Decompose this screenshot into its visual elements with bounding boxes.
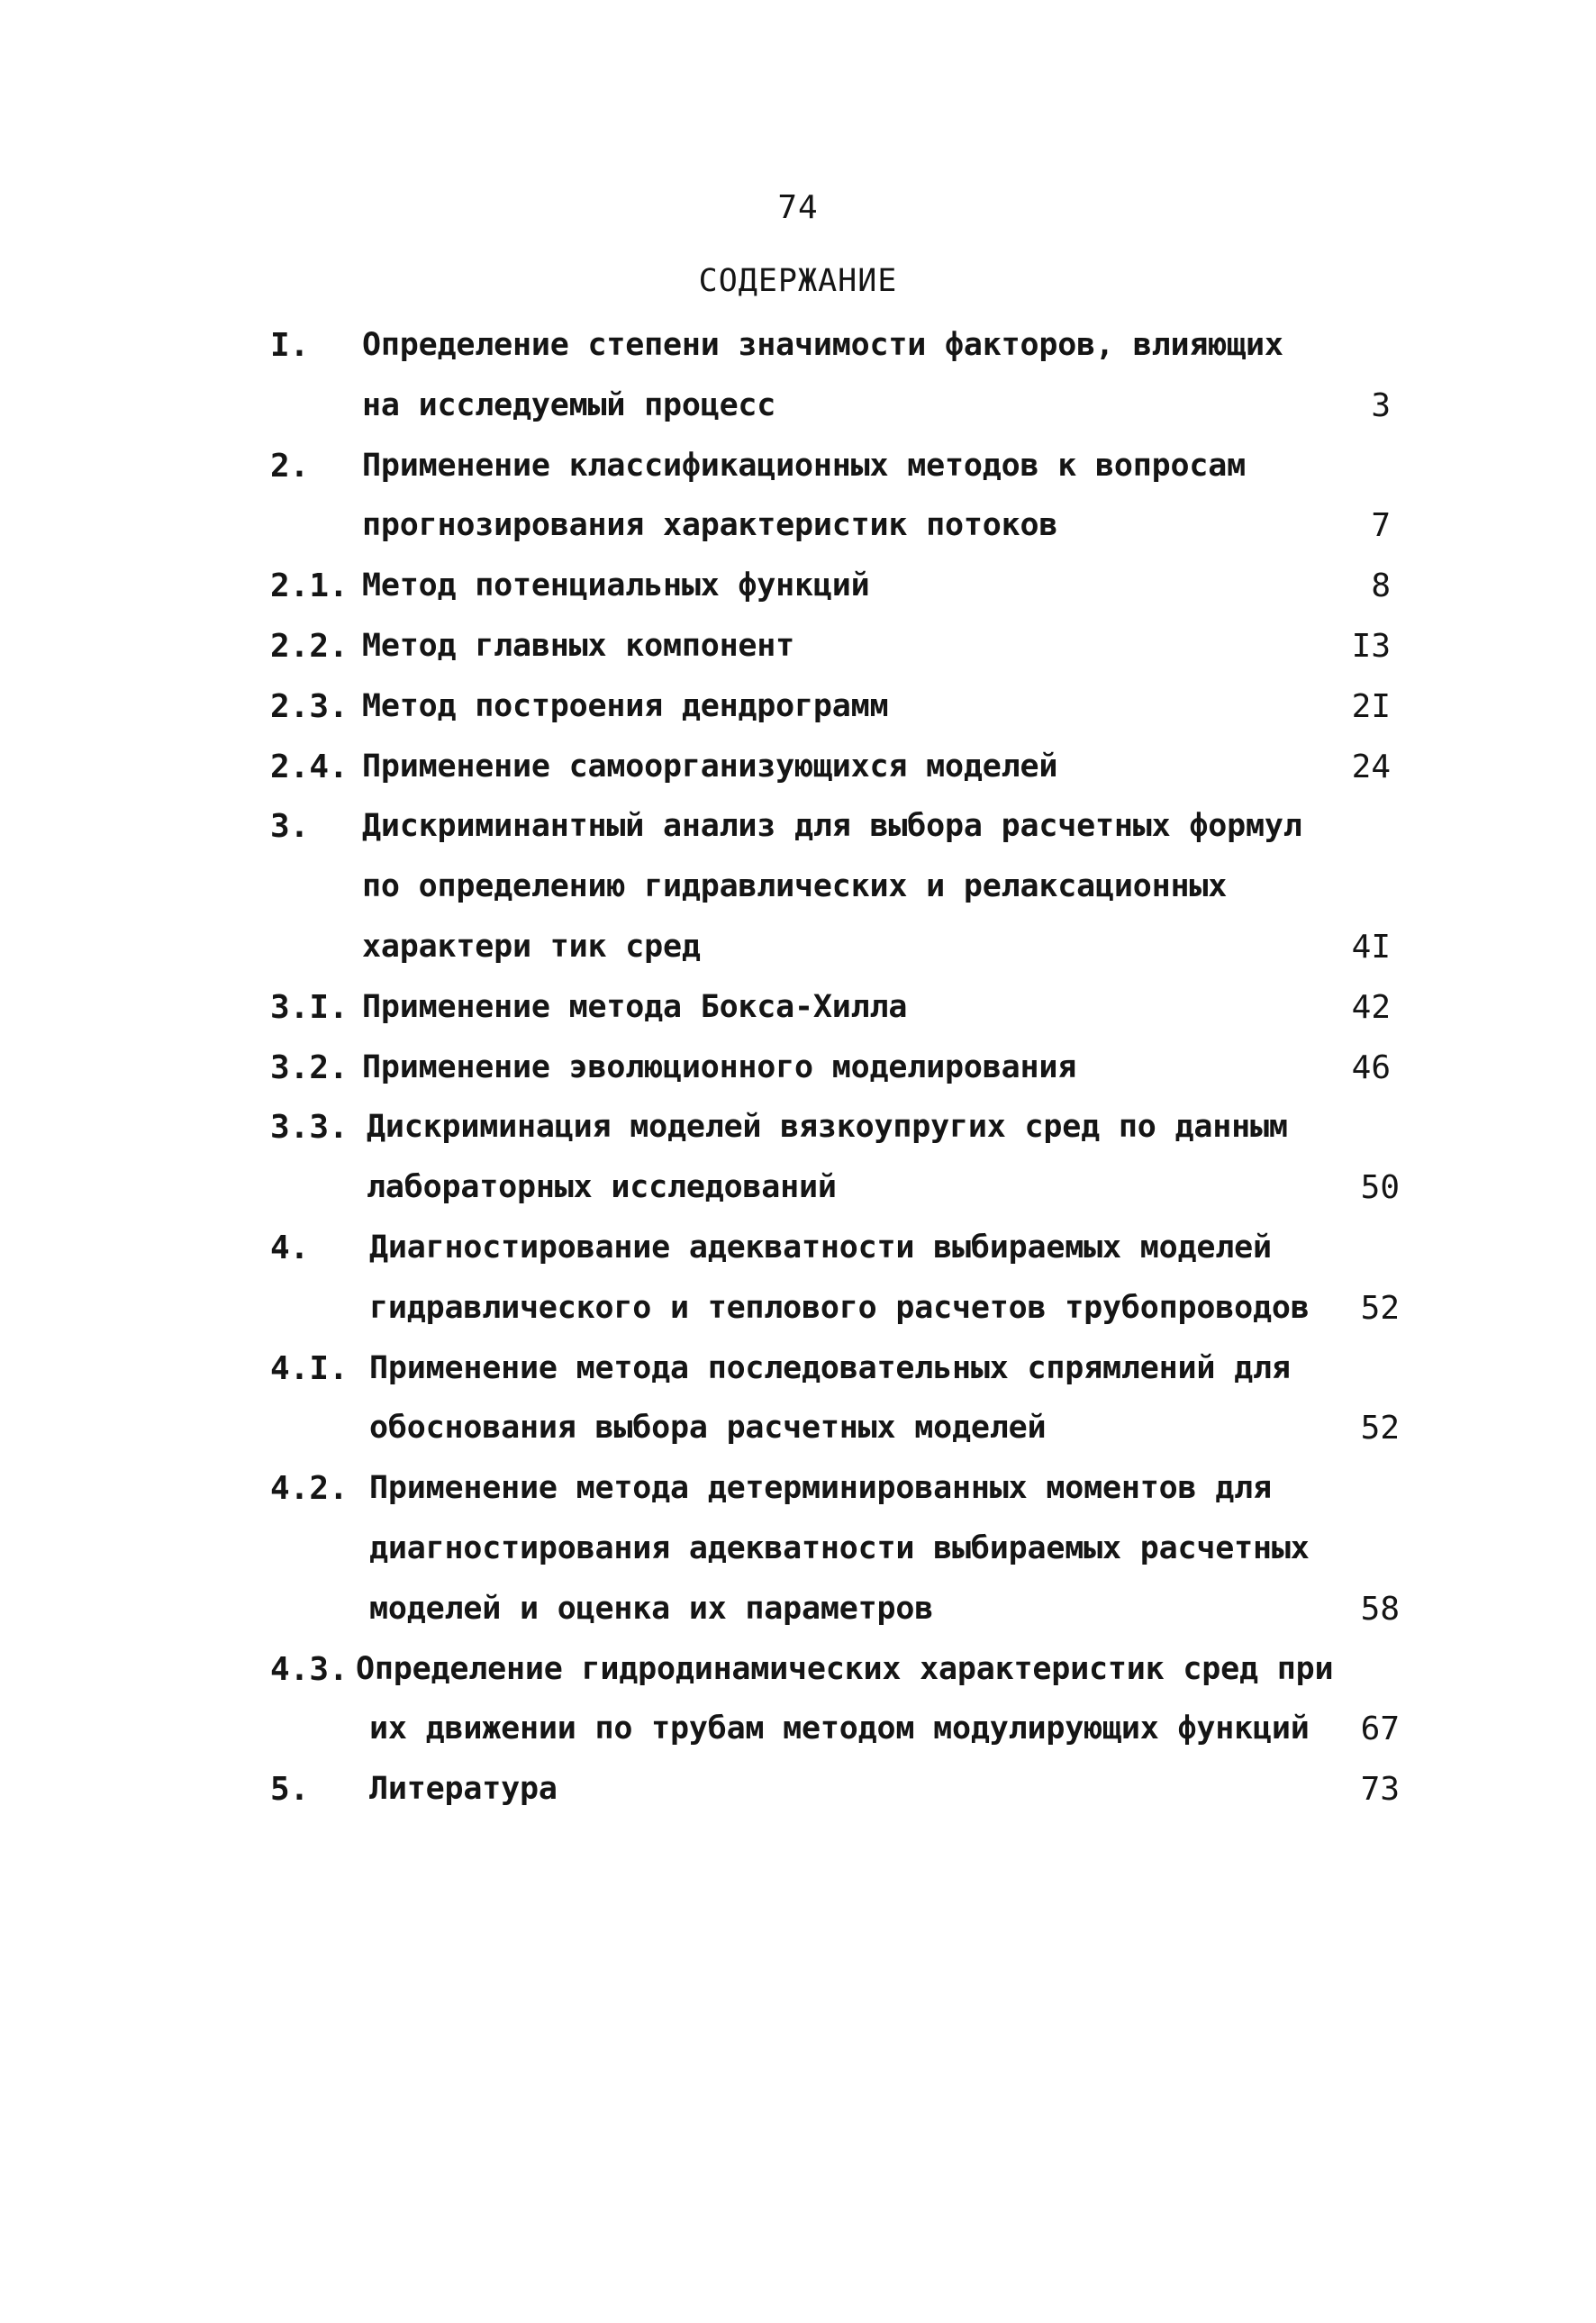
toc-section-number: 3.2.: [270, 1048, 349, 1086]
toc-section-number: 4.I.: [270, 1349, 349, 1387]
toc-line: [0, 1764, 1596, 1824]
toc-line: [0, 500, 1596, 560]
toc-line: [0, 801, 1596, 861]
toc-entry-text: Метод потенциальных функций: [362, 567, 870, 604]
toc-section-number: 4.3.: [270, 1650, 349, 1688]
toc-page-number: 50: [1360, 1169, 1400, 1207]
toc-line: [0, 982, 1596, 1042]
toc-line: [0, 1343, 1596, 1403]
toc-section-number: 4.2.: [270, 1470, 349, 1508]
toc-section-number: 2.1.: [270, 567, 349, 605]
toc-page-number: I3: [1351, 627, 1391, 665]
toc-entry-text: гидравлического и теплового расчетов трубопроводов: [369, 1289, 1310, 1326]
page-number: 74: [777, 189, 819, 226]
toc-line: [0, 1463, 1596, 1523]
toc-entry-text: Применение классификационных методов к вопросам: [362, 447, 1246, 484]
toc-line: [0, 440, 1596, 501]
toc-section-number: 3.: [270, 808, 310, 846]
toc-entry-text: Применение метода последовательных спрямлений для: [369, 1349, 1291, 1386]
toc-line: [0, 861, 1596, 921]
toc-entry-text: Применение эволюционного моделирования: [362, 1048, 1077, 1085]
toc-entry-text: Дискриминация моделей вязкоупругих сред по данным: [367, 1109, 1288, 1146]
toc-line: [0, 1222, 1596, 1283]
toc-page-number: 58: [1360, 1590, 1400, 1628]
toc-entry-text: Диагностирование адекватности выбираемых моделей: [369, 1229, 1272, 1266]
toc-page-number: 42: [1351, 988, 1391, 1026]
toc-section-number: I.: [270, 327, 310, 364]
toc-line: [0, 1102, 1596, 1162]
toc-entry-text: Определение гидродинамических характеристик сред при: [356, 1650, 1334, 1687]
toc-line: [0, 1162, 1596, 1222]
toc-entry-text: Метод построения дендрограмм: [362, 687, 889, 724]
toc-page-number: 2I: [1351, 687, 1391, 725]
toc-page-number: 4I: [1351, 928, 1391, 966]
toc-section-number: 5.: [270, 1771, 310, 1809]
toc-section-number: 2.2.: [270, 627, 349, 665]
table-of-contents: [0, 320, 1596, 1824]
toc-section-number: 2.4.: [270, 748, 349, 785]
toc-page-number: 46: [1351, 1048, 1391, 1086]
toc-line: [0, 320, 1596, 380]
toc-line: [0, 1583, 1596, 1644]
toc-entry-text: их движении по трубам методом модулирующих функций: [369, 1710, 1310, 1747]
toc-entry-text: обоснования выбора расчетных моделей: [369, 1410, 1047, 1447]
toc-section-number: 4.: [270, 1229, 310, 1266]
toc-page-number: 8: [1371, 567, 1391, 605]
toc-line: [0, 380, 1596, 440]
toc-entry-text: лабораторных исследований: [367, 1169, 837, 1206]
toc-line: [0, 1703, 1596, 1764]
toc-section-number: 3.3.: [270, 1109, 349, 1147]
toc-entry-text: на исследуемый процесс: [362, 386, 776, 423]
toc-line: [0, 621, 1596, 681]
toc-section-number: 2.3.: [270, 687, 349, 725]
toc-entry-text: Определение степени значимости факторов, влияющих: [362, 327, 1283, 363]
toc-line: [0, 1523, 1596, 1583]
toc-entry-text: диагностирования адекватности выбираемых расчетных: [369, 1529, 1310, 1566]
toc-section-number: 2.: [270, 447, 310, 485]
toc-page-number: 67: [1360, 1710, 1400, 1748]
toc-line: [0, 1042, 1596, 1103]
toc-entry-text: Дискриминантный анализ для выбора расчетных формул: [362, 808, 1302, 845]
toc-page-number: 7: [1371, 507, 1391, 545]
toc-line: [0, 681, 1596, 741]
toc-line: [0, 1402, 1596, 1463]
toc-line: [0, 921, 1596, 982]
toc-entry-text: по определению гидравлических и релаксационных: [362, 868, 1228, 905]
toc-line: [0, 1283, 1596, 1343]
toc-entry-text: характери тик сред: [362, 928, 701, 965]
toc-entry-text: Применение метода Бокса-Хилла: [362, 988, 908, 1025]
toc-entry-text: Применение метода детерминированных моментов для: [369, 1470, 1272, 1507]
toc-line: [0, 741, 1596, 802]
toc-line: [0, 560, 1596, 621]
toc-page-number: 52: [1360, 1289, 1400, 1327]
toc-entry-text: прогнозирования характеристик потоков: [362, 507, 1058, 544]
toc-entry-text: Метод главных компонент: [362, 627, 795, 664]
toc-page-number: 3: [1371, 386, 1391, 424]
toc-section-number: 3.I.: [270, 988, 349, 1026]
toc-page-number: 52: [1360, 1410, 1400, 1447]
toc-title: СОДЕРЖАНИЕ: [698, 263, 898, 299]
toc-entry-text: моделей и оценка их параметров: [369, 1590, 934, 1627]
toc-line: [0, 1644, 1596, 1704]
toc-entry-text: Применение самоорганизующихся моделей: [362, 748, 1058, 785]
toc-entry-text: Литература: [369, 1771, 558, 1808]
toc-page-number: 24: [1351, 748, 1391, 785]
toc-page-number: 73: [1360, 1771, 1400, 1809]
